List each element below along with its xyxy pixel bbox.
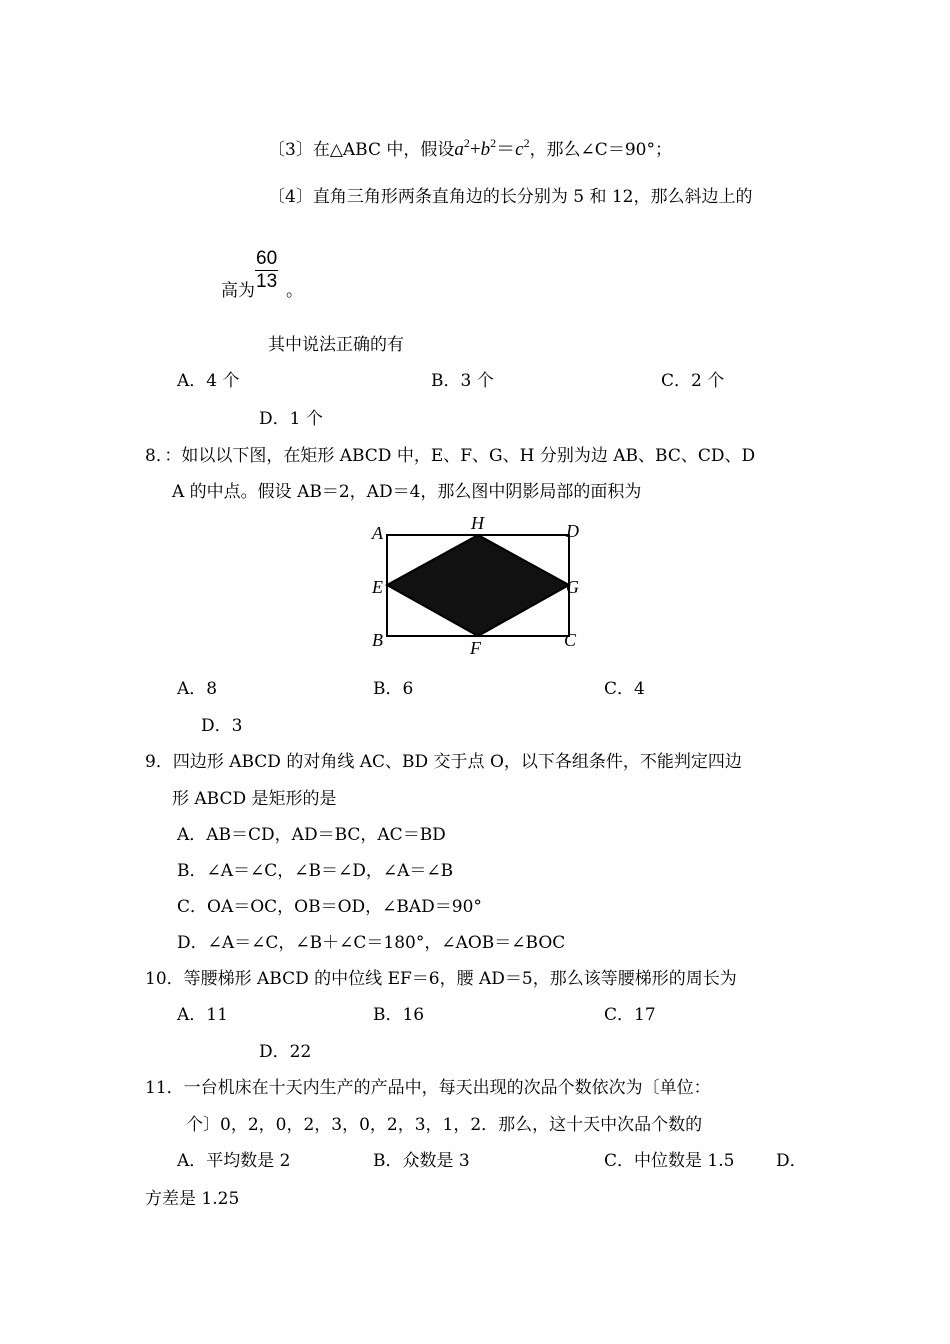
q11-option-d-cont: 方差是 1.25	[145, 1189, 240, 1209]
q7-option-d: D．1 个	[259, 409, 323, 429]
q8-option-c: C．4	[604, 679, 645, 699]
var-b: b	[480, 139, 491, 160]
q8-option-b: B．6	[373, 679, 414, 699]
label-f: F	[470, 638, 481, 658]
q7-s3-suffix: ，那么∠C＝90°；	[529, 140, 672, 160]
plus: +	[469, 139, 481, 160]
q7-s3-formula	[454, 136, 530, 160]
q10-option-a: A．11	[177, 1005, 228, 1025]
label-c: C	[564, 630, 577, 650]
q7-option-c: C．2 个	[661, 371, 725, 391]
q7-statement-3	[268, 132, 672, 161]
exp-3: 2	[523, 136, 530, 150]
q11-option-d: D．	[776, 1151, 807, 1171]
q7-s4-cont: 高为	[221, 281, 255, 301]
label-d: D	[566, 521, 579, 541]
q10-option-c: C．17	[604, 1005, 656, 1025]
equals: ＝	[496, 139, 516, 160]
q9-option-c: C．OA＝OC，OB＝OD，∠BAD＝90°	[177, 897, 482, 917]
q7-option-b: B．3 个	[431, 371, 494, 391]
q9-line-1: 9．四边形 ABCD 的对角线 AC、BD 交于点 O，以下各组条件，不能判定四边	[145, 752, 742, 772]
label-e: E	[372, 577, 383, 597]
q8-option-d: D．3	[201, 716, 243, 736]
q11-option-b: B．众数是 3	[373, 1151, 470, 1171]
q8-line-1: 8．：如以以下图，在矩形 ABCD 中，E、F、G、H 分别为边 AB、BC、CD、D	[145, 446, 756, 466]
q10-line-1: 10．等腰梯形 ABCD 的中位线 EF＝6，腰 AD＝5，那么该等腰梯形的周长为	[145, 969, 737, 989]
q7-s3-text: 〔3〕在△ABC 中，假设	[268, 140, 455, 160]
q11-option-c: C．中位数是 1.5	[604, 1151, 735, 1171]
exp-1: 2	[463, 136, 470, 150]
exp-2: 2	[490, 136, 497, 150]
q9-option-a: A．AB＝CD，AD＝BC，AC＝BD	[177, 825, 446, 845]
q7-fraction	[255, 248, 278, 293]
var-c: c	[515, 139, 524, 160]
fraction-denominator: 13	[256, 271, 278, 292]
shaded-rhombus	[387, 535, 569, 636]
q7-statement-4: 〔4〕直角三角形两条直角边的长分别为 5 和 12，那么斜边上的	[268, 187, 753, 207]
q9-line-2: 形 ABCD 是矩形的是	[172, 789, 337, 809]
q7-option-a: A．4 个	[177, 371, 240, 391]
label-b: B	[372, 630, 383, 650]
q7-prompt: 其中说法正确的有	[268, 335, 404, 355]
q7-s4-end: 。	[286, 281, 303, 301]
q10-option-d: D．22	[259, 1042, 312, 1062]
q8-figure	[360, 512, 600, 660]
label-g: G	[566, 577, 579, 597]
fraction-numerator: 60	[256, 248, 278, 269]
q11-option-a: A．平均数是 2	[177, 1151, 291, 1171]
q9-option-b: B．∠A＝∠C，∠B＝∠D，∠A＝∠B	[177, 861, 454, 881]
q8-option-a: A．8	[177, 679, 218, 699]
q9-option-d: D．∠A＝∠C，∠B＋∠C＝180°，∠AOB＝∠BOC	[177, 933, 566, 953]
label-a: A	[372, 523, 383, 543]
label-h: H	[471, 513, 484, 533]
q11-line-2: 个〕0，2，0，2，3，0，2，3，1，2．那么，这十天中次品个数的	[186, 1115, 703, 1135]
q8-line-2: A 的中点。假设 AB＝2，AD＝4，那么图中阴影局部的面积为	[172, 482, 642, 502]
q10-option-b: B．16	[373, 1005, 425, 1025]
q11-line-1: 11．一台机床在十天内生产的产品中，每天出现的次品个数依次为〔单位：	[145, 1078, 711, 1098]
var-a: a	[454, 139, 464, 160]
